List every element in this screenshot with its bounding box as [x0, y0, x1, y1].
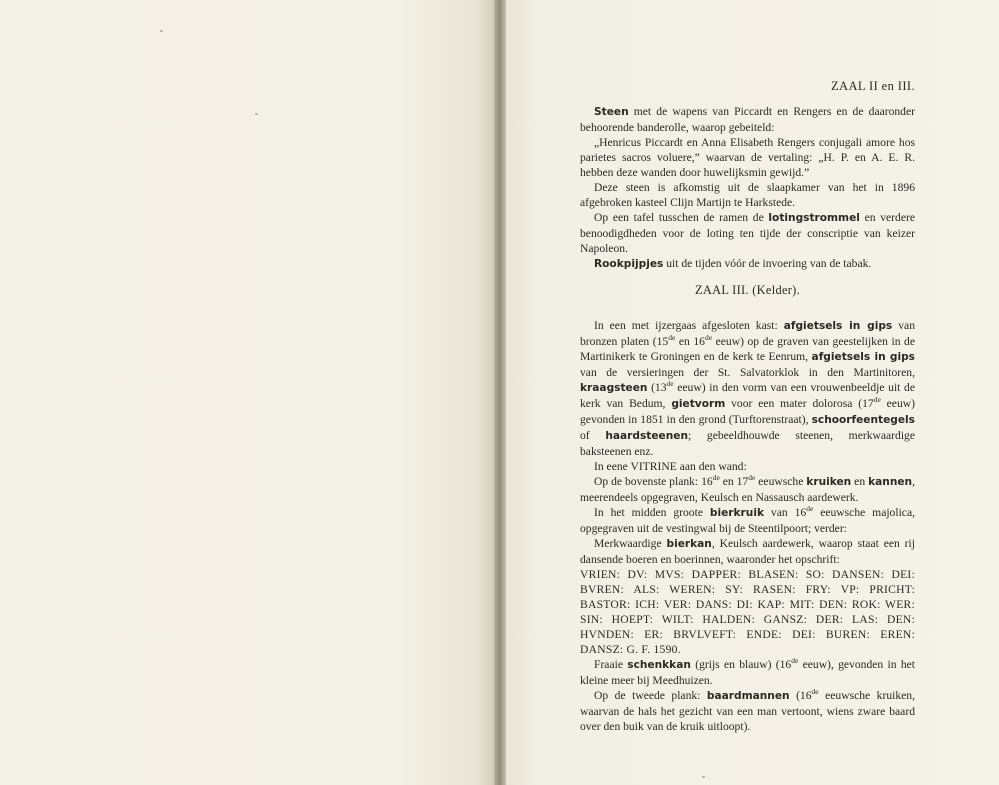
text-run: (13: [647, 381, 667, 394]
text-run: voor een mater dolorosa (17: [725, 397, 874, 410]
keyword-afgietsels: afgietsels in gips: [811, 351, 915, 363]
superscript: de: [712, 473, 720, 483]
text-run: Op een tafel tusschen de ramen de: [594, 211, 769, 224]
paper-speck: [160, 30, 163, 32]
keyword-lotingstrommel: lotingstrommel: [768, 212, 860, 224]
text-run: of: [580, 429, 606, 442]
running-head: ZAAL II en III.: [831, 79, 915, 93]
left-page-blank: [0, 0, 497, 785]
text-run: van bronzen platen (15: [580, 319, 915, 348]
text-run: en verdere benoodigdheden voor de loting ten tijde der conscriptie van keizer Napoleon.: [580, 211, 915, 255]
superscript: de: [704, 333, 713, 343]
text-run: In het midden groote: [594, 506, 710, 519]
superscript: de: [811, 687, 819, 697]
keyword-schenkkan: schenkkan: [627, 659, 691, 671]
text-run: en 17: [719, 475, 749, 488]
keyword-afgietsels: afgietsels in gips: [783, 320, 893, 332]
keyword-gietvorm: gietvorm: [671, 398, 726, 410]
keyword-bierkruik: bierkruik: [709, 507, 765, 519]
paragraph-kast: [580, 318, 915, 459]
paragraph-schenkkan: [580, 657, 915, 688]
keyword-kraagsteen: kraagsteen: [580, 382, 648, 394]
text-run: Merkwaardige: [594, 537, 667, 550]
keyword-bierkan: bierkan: [666, 538, 712, 550]
keyword-baardmannen: baardmannen: [706, 690, 790, 702]
text-run: eeuw) in den vorm van een vrouwenbeeldje uit de kerk van Bedum,: [580, 381, 915, 410]
superscript: de: [873, 395, 881, 405]
text-run: en: [851, 475, 869, 488]
paragraph-bierkruik: [580, 505, 915, 536]
text-run: eeuw), gevonden in het kleine meer bij Meedhuizen.: [580, 658, 915, 687]
keyword-schoorfeentegels: schoorfeentegels: [811, 414, 915, 426]
text-run: (16: [789, 689, 812, 702]
paper-speck: [255, 113, 258, 115]
text-run: uit de tijden vóór de invoering van de tabak.: [663, 257, 872, 270]
superscript: de: [806, 504, 814, 514]
text-run: eeuw) op de graven van geestelijken in de Martinikerk te Groningen en de kerk te Eenrum,: [580, 335, 915, 363]
book-gutter: [494, 0, 506, 785]
keyword-steen: Steen: [594, 106, 629, 118]
text-run: Op de tweede plank:: [594, 689, 707, 702]
text-run: met de wapens van Piccardt en Rengers en de daaronder behoorende banderolle, waarop gebeiteld:: [580, 105, 915, 134]
page-text: [580, 104, 915, 734]
paragraph-lotingstrommel: [580, 210, 915, 256]
paragraph-rookpijpjes: [580, 256, 915, 272]
paragraph-vitrine: In eene VITRINE aan den wand:: [594, 460, 747, 473]
text-run: van de versieringen der St. Salvatorklok in den Martinitoren,: [580, 366, 915, 379]
inscription-text: VRIEN: DV: MVS: DAPPER: BLASEN: SO: DANSEN: DEI: BVREN: ALS: WEREN: SY: RASEN: FRY: VP: PRICHT: BASTOR: ICH: VER: DANS: DI: KAP: MIT: DEN: ROK: WER: SIN: HOEPT: WILT: HALDEN: GANSZ: DER: LAS: DEN: HVNDEN: ER: BRVLVEFT: ENDE: DEI: BUREN: EREN: DANSZ: G. F. 1590.: [580, 568, 915, 656]
paragraph-bovenste-plank: [580, 474, 915, 505]
text-run: eeuw) gevonden in 1851 in den grond (Turftorenstraat),: [580, 397, 915, 426]
superscript: de: [748, 473, 756, 483]
text-run: eeuwsche majolica, opgegraven uit de vestingwal bij de Steentilpoort; verder:: [580, 506, 915, 535]
text-run: en 16: [675, 335, 705, 348]
keyword-kannen: kannen: [868, 476, 913, 488]
superscript: de: [666, 379, 674, 389]
keyword-rookpijpjes: Rookpijpjes: [594, 258, 664, 270]
text-run: eeuwsche: [755, 475, 807, 488]
section-heading: ZAAL III. (Kelder).: [694, 283, 800, 297]
paper-speck: [702, 776, 705, 778]
text-run: Op de bovenste plank: 16: [594, 475, 713, 488]
keyword-kruiken: kruiken: [806, 476, 852, 488]
paragraph-inscription-latin: „Henricus Piccardt en Anna Elisabeth Rengers conjugali amore hos parietes sacros voluere,” waarvan de vertaling: „H. P. en A. E. R. hebben deze wanden door huwelijksmin gewijd.”: [580, 136, 915, 179]
text-run: Fraaie: [594, 658, 628, 671]
paragraph-baardmannen: [580, 688, 915, 734]
paragraph-steen: [580, 104, 915, 135]
paragraph-origin: Deze steen is afkomstig uit de slaapkamer van het in 1896 afgebroken kasteel Clijn Martijn te Harkstede.: [580, 181, 915, 209]
superscript: de: [791, 656, 799, 666]
text-run: eeuwsche kruiken, waarvan de hals het gezicht van een man vertoont, wiens zware baard over den buik van de kruik uitloopt).: [580, 689, 915, 733]
superscript: de: [668, 333, 676, 343]
text-run: van 16: [764, 506, 807, 519]
text-run: , Keulsch aardewerk, waarop staat een rij dansende boeren en boerinnen, waaronder het opschrift:: [580, 537, 915, 566]
keyword-haardsteenen: haardsteenen: [605, 430, 688, 442]
text-run: ; gebeeldhouwde steenen, merkwaardige baksteenen enz.: [580, 429, 915, 458]
text-run: , meerendeels opgegraven, Keulsch en Nassausch aardewerk.: [580, 475, 915, 504]
text-run: In een met ijzergaas afgesloten kast:: [594, 319, 784, 332]
paragraph-bierkan: [580, 536, 915, 567]
text-run: (grijs en blauw) (16: [690, 658, 792, 671]
